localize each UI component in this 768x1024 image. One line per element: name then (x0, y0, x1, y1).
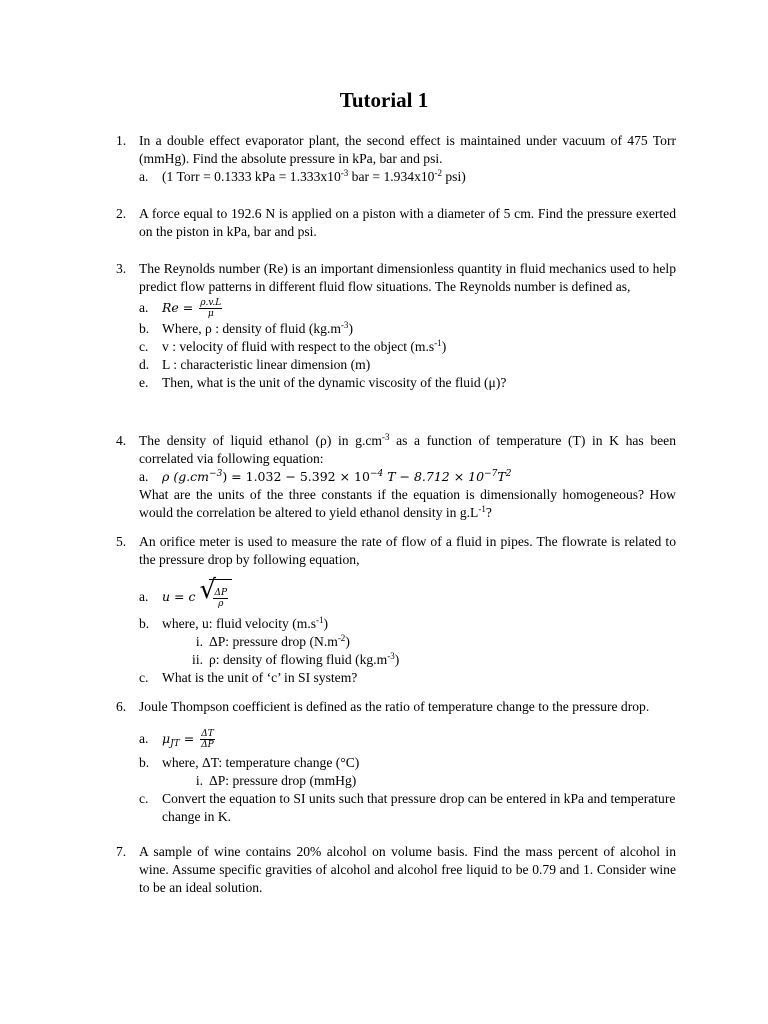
question-number: 4. (116, 433, 127, 448)
question-1-text: In a double effect evaporator plant, the second effect is maintained under vacuum of 475 Torr (mmHg). Find the absolute pressure in kPa, bar and psi. (139, 133, 676, 166)
question-number: 6. (116, 699, 127, 714)
conversion-text: (1 Torr = 0.1333 kPa = $1.333x10^{-3}$ bar = $1.934x10^{-2}$ psi) (162, 168, 466, 184)
question-1 (116, 132, 676, 186)
joule-thompson-equation: $\mu_{JT}$ = $\frac{\Delta T}{\Delta P}$ (162, 729, 214, 750)
question-6-text: Joule Thompson coefficient is defined as the ratio of temperature change to the pressure drop. (139, 699, 650, 714)
question-7-text: A sample of wine contains 20% alcohol on volume basis. Find the mass percent of alcohol in wine. Assume specific gravities of alcohol and alcohol free liquid to be 0.79 and 1. Consider wine to be an ideal solution. (139, 844, 676, 895)
question-number: 3. (116, 261, 127, 276)
question-3-item-e: e. Then, what is the unit of the dynamic viscosity of the fluid (μ)? (139, 375, 507, 390)
question-number: 1. (116, 133, 127, 148)
item-label: b. (139, 321, 150, 336)
item-label: a. (139, 731, 149, 746)
question-4-text: The density of liquid ethanol (ρ) in $g.cm^{-3}$ as a function of temperature (T) in K has been correlated via following equation: (139, 432, 676, 466)
question-5-item-c: c. What is the unit of ‘c’ in SI system? (139, 670, 358, 685)
item-label: ii. (192, 652, 203, 667)
item-label: a. (139, 589, 149, 604)
question-number: 2. (116, 206, 127, 221)
question-2-text: A force equal to 192.6 N is applied on a piston with a diameter of 5 cm. Find the pressure exerted on the piston in kPa, bar and psi. (139, 206, 676, 239)
question-6-item-c: c. Convert the equation to SI units such that pressure drop can be entered in kPa and temperature change in K. (139, 791, 676, 824)
question-6 (116, 698, 676, 826)
item-label: d. (139, 357, 150, 372)
question-5-item-b-ii: ii. ρ: density of flowing fluid $(kg.m^{-3})$ (116, 651, 676, 669)
item-label: b. (139, 616, 150, 631)
item-label: i. (195, 773, 203, 788)
question-3-item-b: b. Where, ρ : density of fluid $(kg.m^{-3})$ (139, 320, 353, 336)
question-5-item-b-i: i. ΔP: pressure drop $(N.m^{-2})$ (116, 633, 676, 651)
question-5-text: An orifice meter is used to measure the rate of flow of a fluid in pipes. The flowrate is related to the pressure drop by following equation, (139, 534, 676, 567)
question-4 (116, 432, 676, 522)
item-label: a. (139, 169, 149, 184)
density-equation: ρ $(g.cm^{-3}) = 1.032 - 5.392 \times 10^{-4}$ $T - 8.712 \times 10^{-7}T^2$ (162, 469, 512, 484)
question-6-item-b-i: i. ΔP: pressure drop (mmHg) (116, 772, 676, 790)
item-label: c. (139, 791, 149, 806)
item-label: c. (139, 339, 149, 354)
question-number: 7. (116, 844, 127, 859)
orifice-equation: u = c √ $\frac{\Delta P}{\rho}$ (162, 589, 232, 604)
question-3-item-d: d. L : characteristic linear dimension (m) (139, 357, 371, 372)
page-title: Tutorial 1 (339, 88, 429, 112)
question-5 (116, 533, 676, 687)
question-6-item-b: b. where, ΔT: temperature change (°C) (139, 755, 360, 770)
question-5-item-b: b. where, u: fluid velocity $(m.s^{-1})$ (139, 615, 329, 631)
question-4-item-a (116, 468, 676, 486)
question-number: 5. (116, 534, 127, 549)
item-label: a. (139, 469, 149, 484)
question-3-text: The Reynolds number (Re) is an important dimensionless quantity in fluid mechanics used to help predict flow patterns in different fluid flow situations. The Reynolds number is defined as, (139, 261, 676, 294)
question-3-item-a (116, 296, 676, 320)
item-label: a. (139, 300, 149, 315)
question-3 (116, 260, 676, 392)
question-4-followup: What are the units of the three constants if the equation is dimensionally homogeneous? How would the correlation be altered to yield ethanol density in $g.L^{-1}$? (139, 487, 676, 520)
question-6-item-a (116, 724, 676, 754)
question-5-item-a (116, 575, 676, 615)
question-1-item-a (116, 168, 676, 186)
question-7 (116, 843, 676, 897)
question-2 (116, 205, 676, 241)
item-label: c. (139, 670, 149, 685)
item-label: b. (139, 755, 150, 770)
item-label: e. (139, 375, 149, 390)
question-3-item-c: c. v : velocity of fluid with respect to the object $(m.s^{-1})$ (139, 338, 447, 354)
reynolds-equation: Re = $\frac{\rho.v.L}{\mu}$ (162, 298, 222, 319)
item-label: i. (195, 634, 203, 649)
